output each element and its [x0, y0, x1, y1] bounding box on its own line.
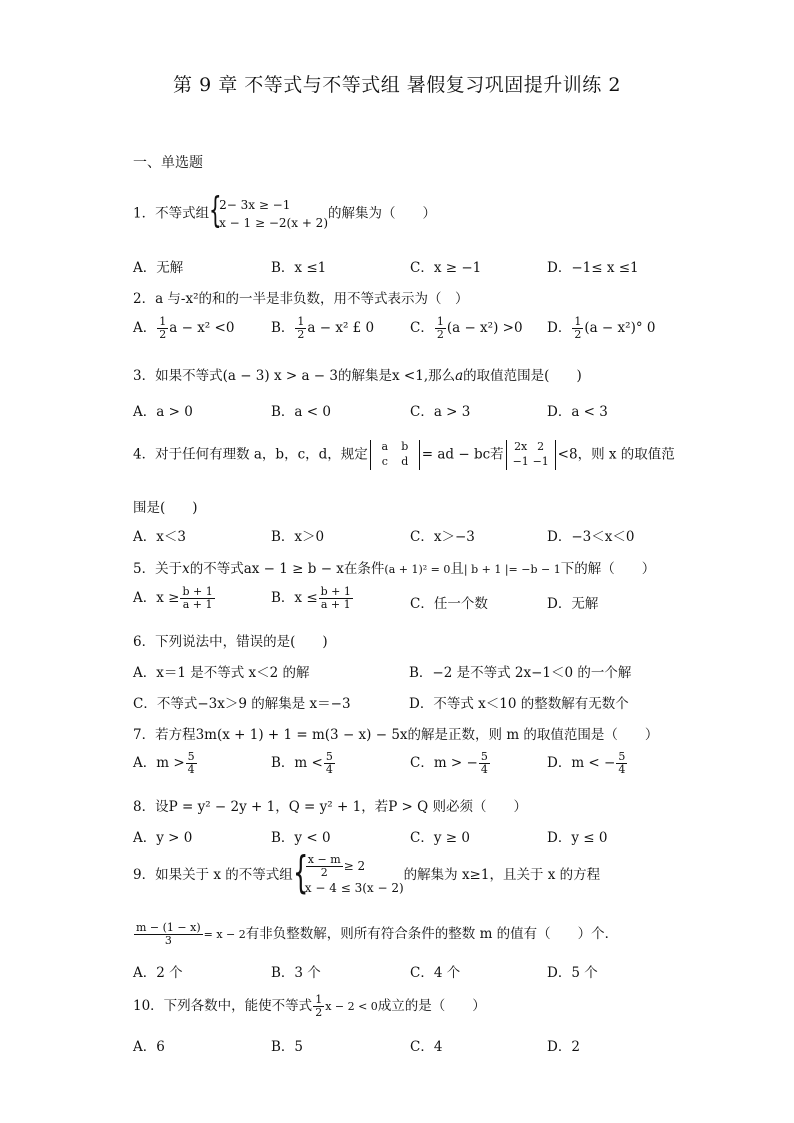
- option-b: B．5: [271, 1039, 304, 1055]
- question-4-options: [133, 525, 653, 549]
- question-6: 6．下列说法中，错误的是( ): [133, 634, 328, 650]
- option-b: B．a < 0: [271, 404, 331, 420]
- option-c: C．4 个: [410, 965, 461, 981]
- option-d: D．不等式 x＜10 的整数解有无数个: [409, 696, 629, 712]
- question-9-continued: $\frac{m - (1 - x)}{3}$ = x − 2有非负整数解，则所有符合条件的整数 m 的值有（ ）个．: [136, 921, 619, 948]
- option-d: D．m < − $\frac{5}{4}$: [547, 750, 626, 777]
- option-a: A．2 个: [133, 965, 183, 981]
- question-9-options: [133, 961, 653, 985]
- question-4: 4．对于任何有理数 a，b，c，d，规定 a b c d = ad − bc若 2x 2 −1 −1 <8，则 x 的取值范: [133, 440, 675, 468]
- option-a: A． $\frac{1}{2}$ a − x² <0: [133, 315, 235, 342]
- option-a: A．y > 0: [133, 830, 193, 846]
- option-d: D．a < 3: [547, 404, 608, 420]
- question-1: 1．不等式组 { 2− 3x ≥ −1 x − 1 ≥ −2(x + 2) 的解集为（ ）: [133, 190, 437, 231]
- option-c: C．a > 3: [410, 404, 471, 420]
- option-a: A．x＜3: [133, 529, 186, 545]
- option-c: C．不等式−3x＞9 的解集是 x＝−3: [133, 696, 351, 712]
- option-b: B．3 个: [271, 965, 321, 981]
- determinant-condition: 2x 2 −1 −1: [506, 440, 556, 470]
- option-b: B．m < $\frac{5}{4}$: [271, 750, 333, 777]
- question-5-options: [133, 586, 653, 618]
- option-c: C．x ≥ −1: [410, 260, 482, 276]
- question-1-options: [133, 256, 653, 280]
- page-title: 第 9 章 不等式与不等式组 暑假复习巩固提升训练 2: [173, 74, 621, 96]
- question-8: 8．设P = y² − 2y + 1，Q = y² + 1，若P > Q 则必须（ ）: [133, 799, 528, 815]
- question-4-continued: 围是( ): [133, 500, 198, 516]
- option-a: A．无解: [133, 260, 184, 276]
- question-8-options: [133, 826, 653, 850]
- option-d: D．−3＜x＜0: [547, 529, 635, 545]
- option-b: B．x ≤1: [271, 260, 327, 276]
- option-b: B．x＞0: [271, 529, 325, 545]
- option-a: A．6: [133, 1039, 165, 1055]
- option-b: B．x ≤ $\frac{b + 1}{a + 1}$: [271, 585, 351, 612]
- question-3-options: [133, 400, 653, 424]
- question-7-options: [133, 751, 653, 783]
- inequality-system: { $\frac{x - m}{2}$ ≥ 2 x − 4 ≤ 3(x − 2): [292, 847, 404, 898]
- option-b: B．y < 0: [271, 830, 331, 846]
- option-d: D．−1≤ x ≤1: [547, 260, 639, 276]
- question-2: 2．a 与-x²的和的一半是非负数，用不等式表示为（ ）: [133, 291, 469, 307]
- option-c: C．x＞−3: [410, 529, 475, 545]
- option-d: D．无解: [547, 596, 599, 612]
- question-6-options-row-2: [133, 692, 653, 716]
- inequality-system: { 2− 3x ≥ −1 x − 1 ≥ −2(x + 2): [209, 190, 329, 231]
- option-c: C． $\frac{1}{2}$ (a − x²) >0: [410, 315, 523, 342]
- question-2-options: [133, 315, 656, 346]
- question-5: 5．关于x的不等式ax − 1 ≥ b − x在条件(a + 1)² = 0且| b + 1 |= −b − 1下的解（ ）: [133, 561, 656, 577]
- option-a: A．m > $\frac{5}{4}$: [133, 750, 195, 777]
- option-a: A．a > 0: [133, 404, 193, 420]
- question-7: 7．若方程3m(x + 1) + 1 = m(3 − x) − 5x的解是正数，则 m 的取值范围是（ ）: [133, 727, 659, 743]
- option-d: D． $\frac{1}{2}$ (a − x²)° 0: [547, 315, 656, 342]
- option-a: A．x＝1 是不等式 x＜2 的解: [133, 665, 310, 681]
- option-a: A．x ≥ $\frac{b + 1}{a + 1}$: [133, 585, 213, 612]
- section-heading: 一、单选题: [133, 155, 203, 171]
- option-d: D．y ≤ 0: [547, 830, 608, 846]
- option-d: D．5 个: [547, 965, 598, 981]
- question-10-options: [133, 1035, 653, 1059]
- option-d: D．2: [547, 1039, 580, 1055]
- question-3: 3．如果不等式(a − 3) x > a − 3的解集是x <1,那么a的取值范围是( ): [133, 368, 582, 384]
- determinant-definition: a b c d: [370, 440, 420, 470]
- question-6-options-row-1: [133, 661, 653, 685]
- option-c: C．任一个数: [410, 596, 488, 612]
- question-9: 9．如果关于 x 的不等式组 { $\frac{x - m}{2}$ ≥ 2 x − 4 ≤ 3(x − 2) 的解集为 x≥1，且关于 x 的方程: [133, 847, 601, 898]
- option-b: B． $\frac{1}{2}$ a − x² £ 0: [271, 315, 375, 342]
- option-b: B．−2 是不等式 2x−1＜0 的一个解: [409, 665, 632, 681]
- option-c: C．y ≥ 0: [410, 830, 470, 846]
- question-10: 10．下列各数中，能使不等式 $\frac{1}{2}$ x − 2 < 0成立的是（ ）: [133, 993, 486, 1020]
- option-c: C．m > − $\frac{5}{4}$: [410, 750, 488, 777]
- option-c: C．4: [410, 1039, 443, 1055]
